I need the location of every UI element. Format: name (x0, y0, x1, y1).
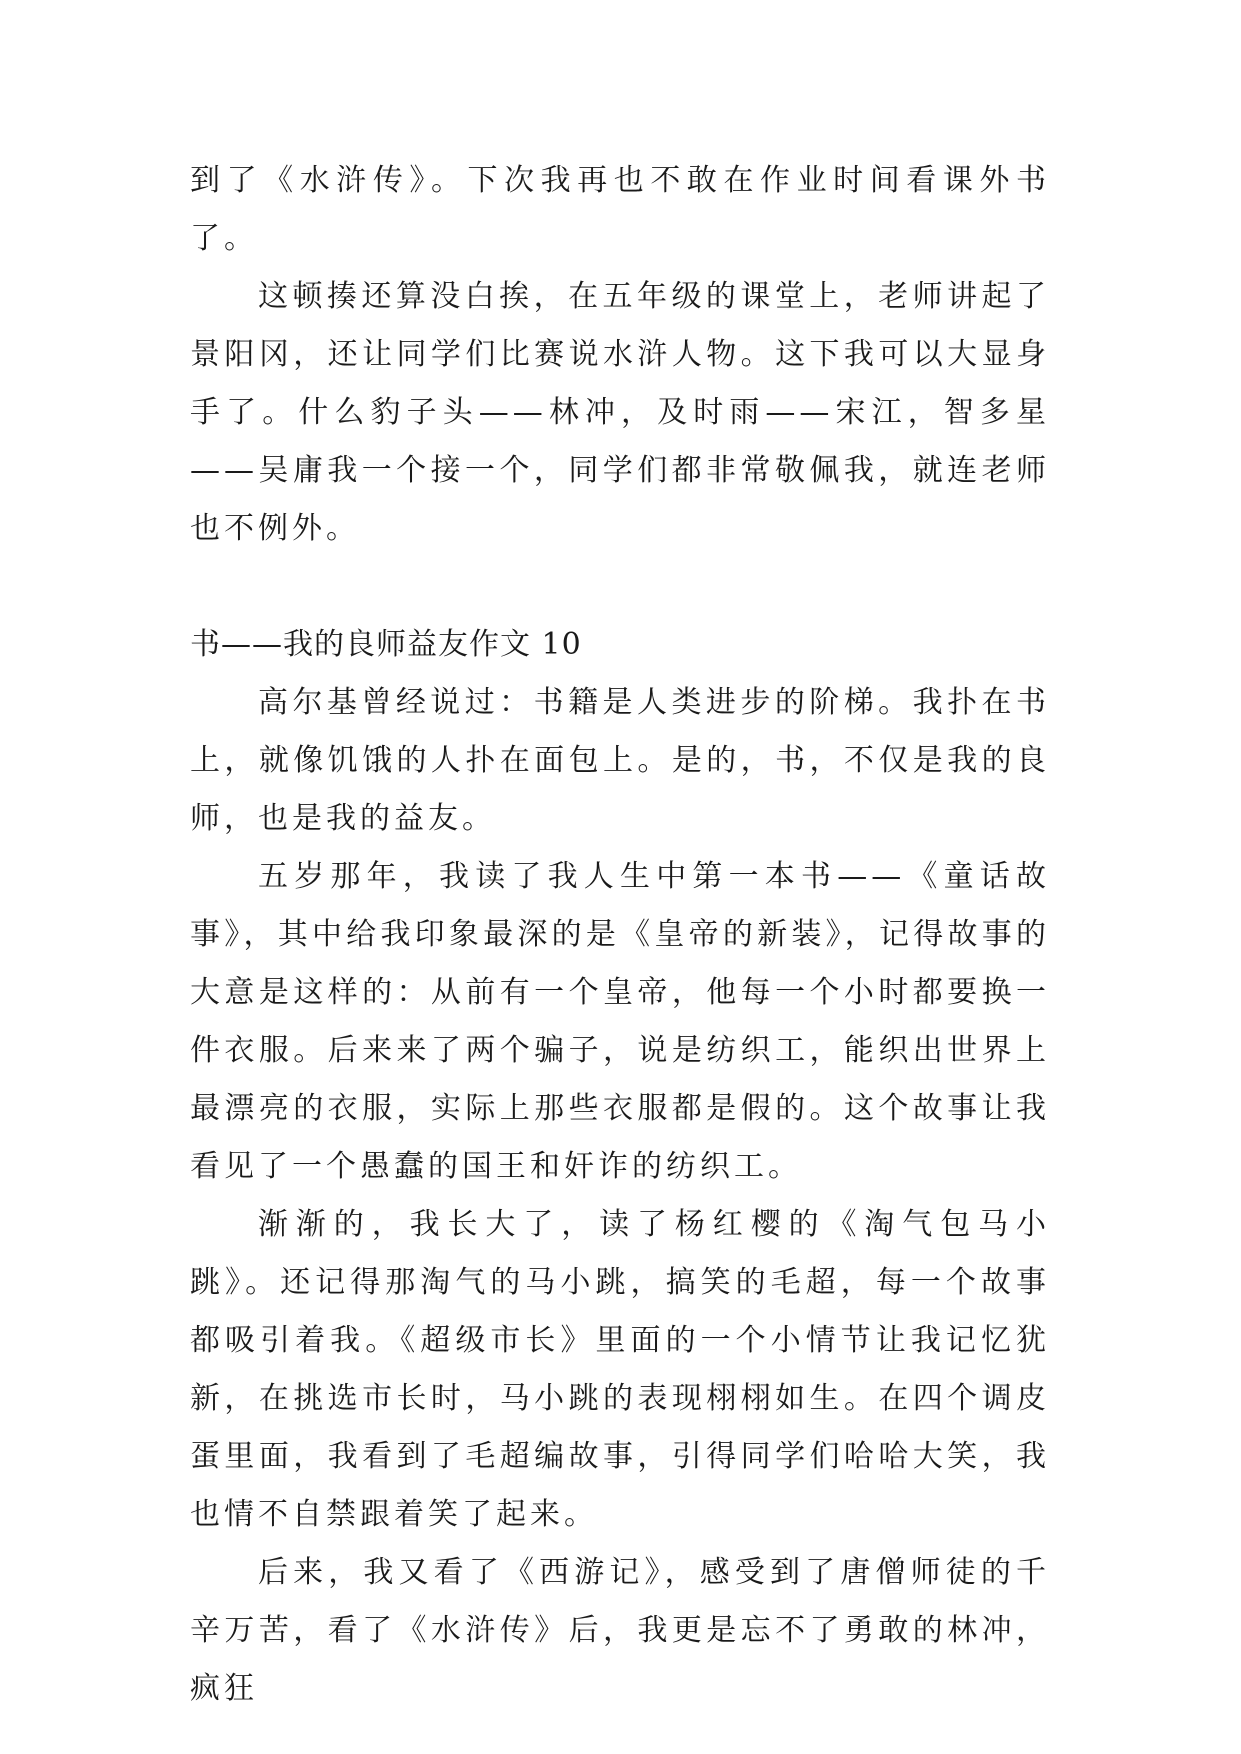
section-spacer (190, 558, 1050, 616)
essay-body (190, 674, 1050, 1718)
paragraph: 五岁那年，我读了我人生中第一本书——《童话故事》，其中给我印象最深的是《皇帝的新装》，记得故事的大意是这样的：从前有一个皇帝，他每一个小时都要换一件衣服。后来来了两个骗子，说是纺织工，能织出世界上最漂亮的衣服，实际上那些衣服都是假的。这个故事让我看见了一个愚蠢的国王和奸诈的纺织工。 (190, 859, 1050, 1184)
section-title: 书——我的良师益友作文 10 (190, 627, 582, 662)
previous-essay-ending (190, 152, 1050, 558)
paragraph: 后来，我又看了《西游记》，感受到了唐僧师徒的千辛万苦，看了《水浒传》后，我更是忘不了勇敢的林冲，疯狂 (190, 1555, 1050, 1706)
paragraph: 渐渐的，我长大了，读了杨红樱的《淘气包马小跳》。还记得那淘气的马小跳，搞笑的毛超，每一个故事都吸引着我。《超级市长》里面的一个小情节让我记忆犹新，在挑选市长时，马小跳的表现栩栩如生。在四个调皮蛋里面，我看到了毛超编故事，引得同学们哈哈大笑，我也情不自禁跟着笑了起来。 (190, 1207, 1050, 1532)
document-body (190, 152, 1050, 1718)
paragraph-continuation: 到了《水浒传》。下次我再也不敢在作业时间看课外书了。 (190, 163, 1050, 256)
paragraph: 这顿揍还算没白挨，在五年级的课堂上，老师讲起了景阳冈，还让同学们比赛说水浒人物。这下我可以大显身手了。什么豹子头——林冲，及时雨——宋江，智多星——吴庸我一个接一个，同学们都非常敬佩我，就连老师也不例外。 (190, 279, 1050, 546)
paragraph: 高尔基曾经说过：书籍是人类进步的阶梯。我扑在书上，就像饥饿的人扑在面包上。是的，书，不仅是我的良师，也是我的益友。 (190, 685, 1050, 836)
